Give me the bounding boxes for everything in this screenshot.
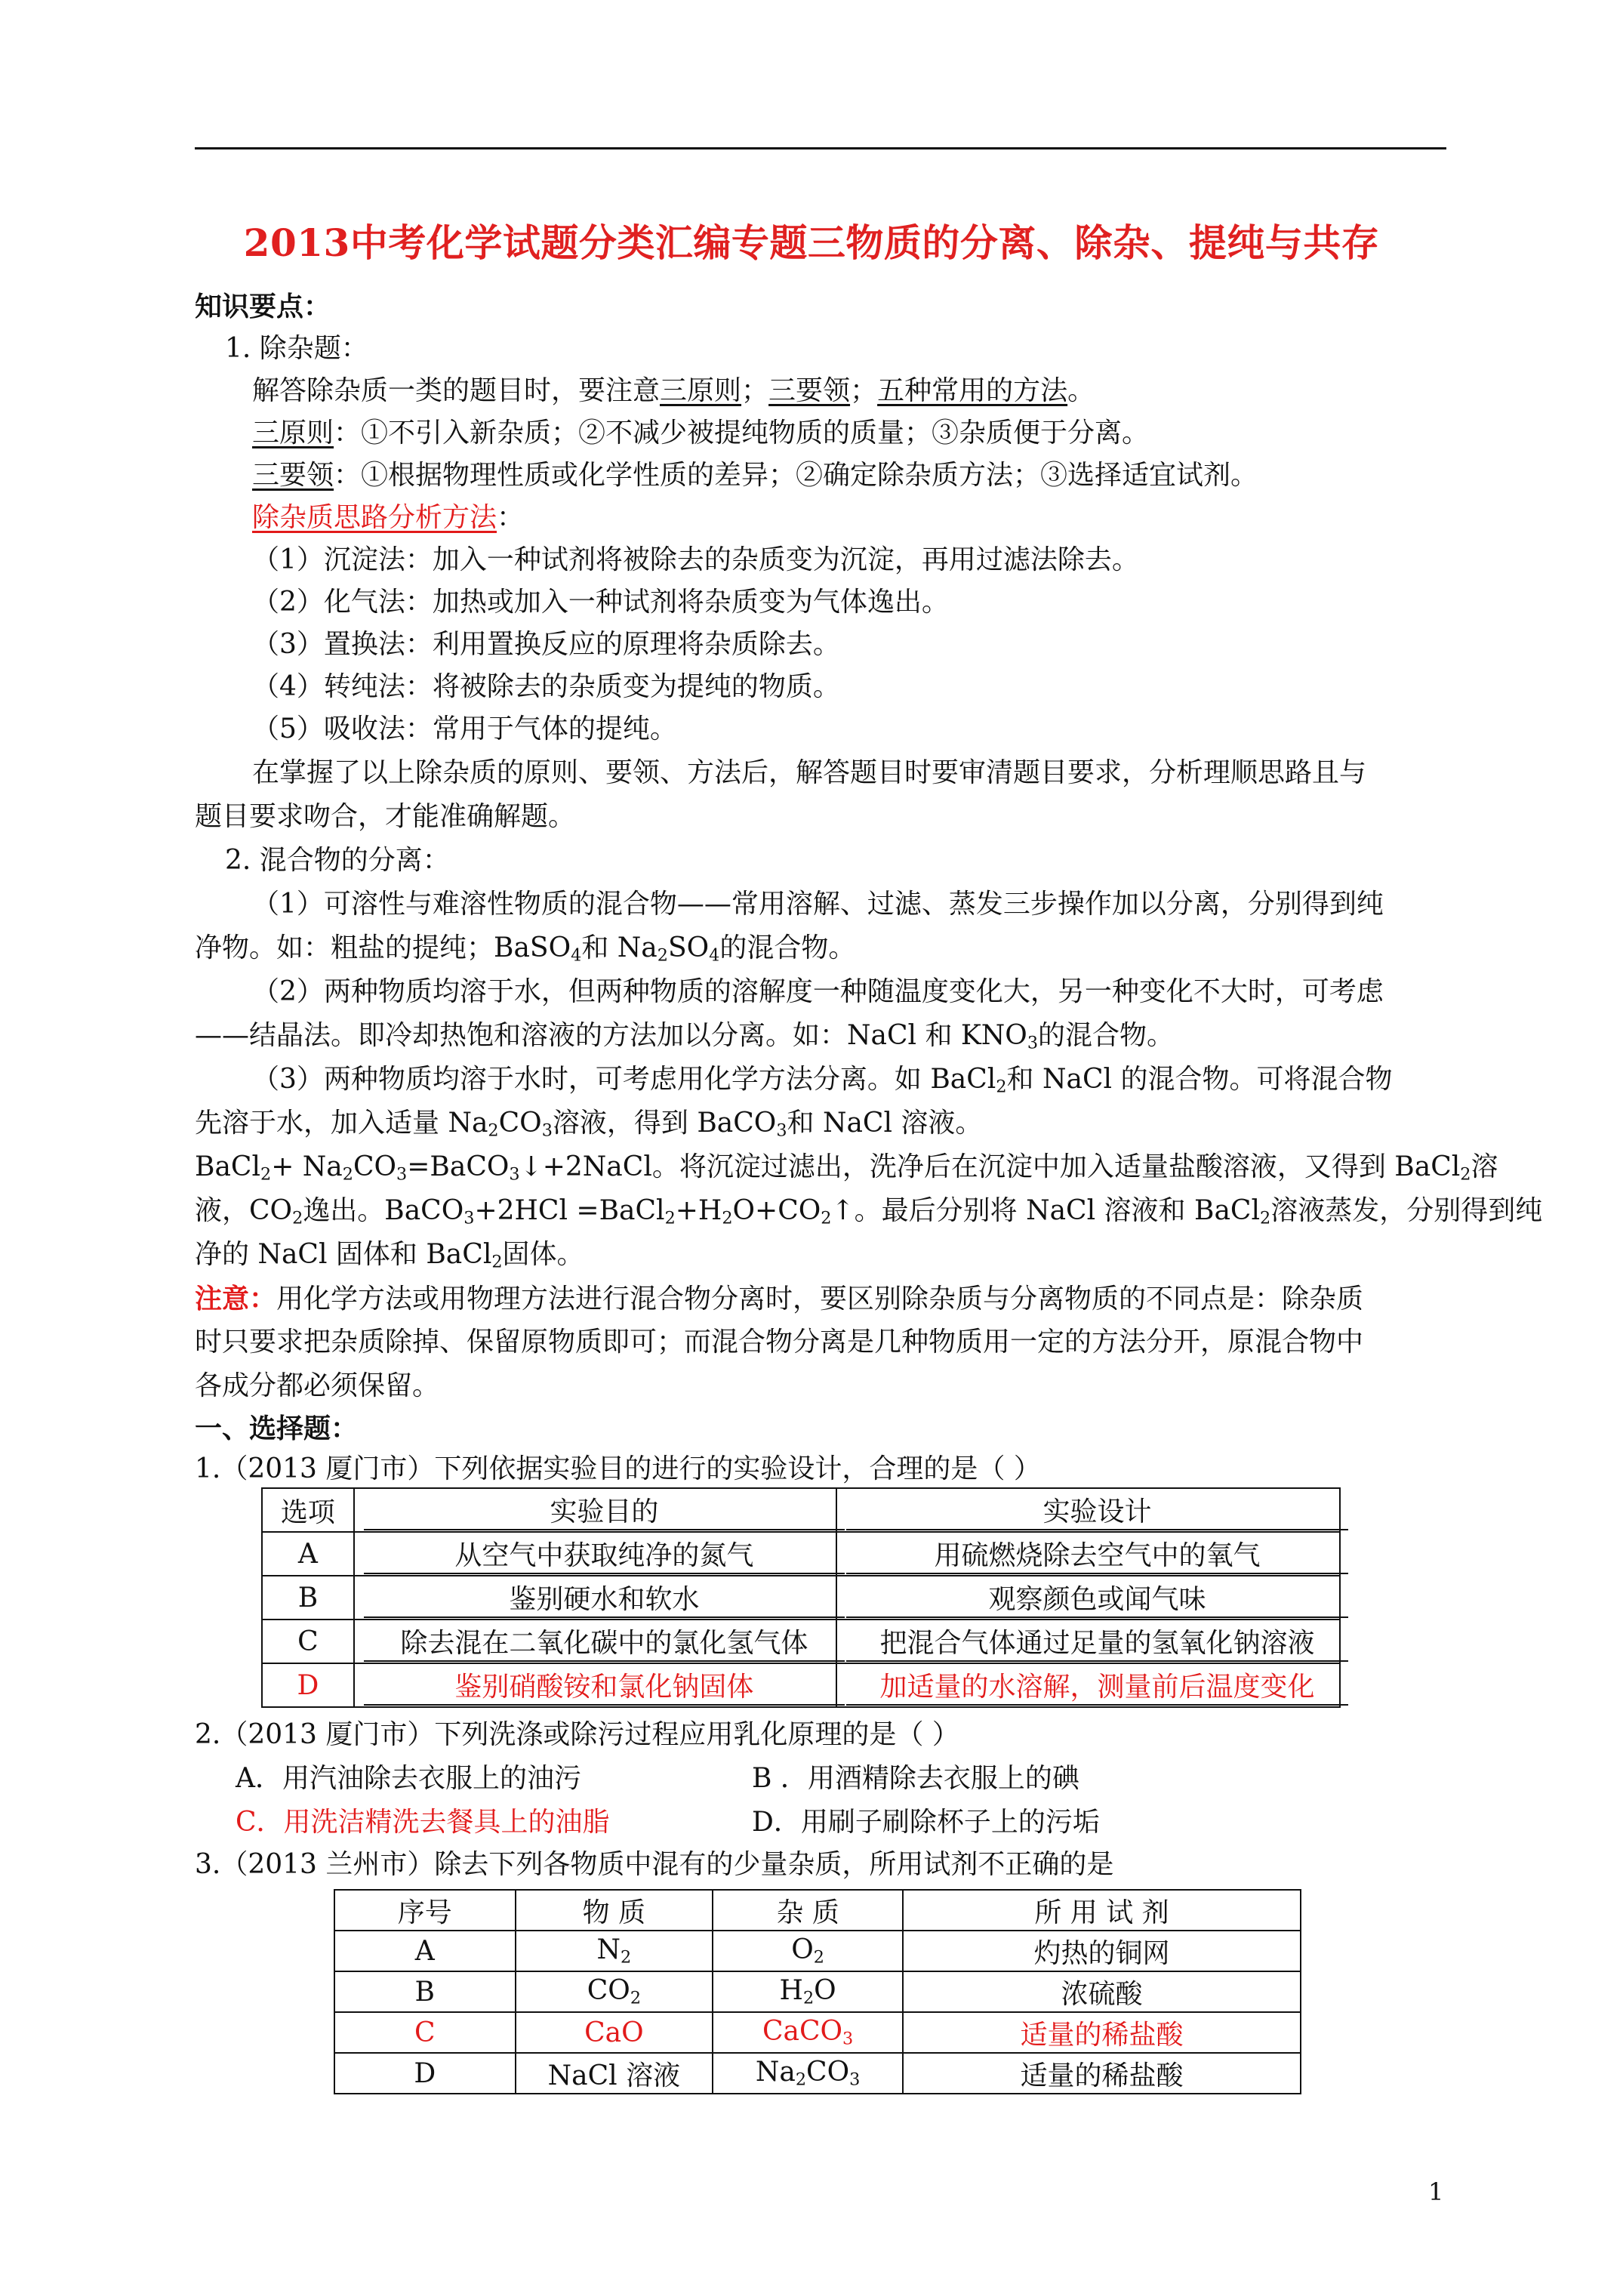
q2-option-b: B ．用酒精除去衣服上的碘	[752, 1763, 1079, 1794]
subscript: 2	[821, 1208, 832, 1228]
table-header-row	[262, 1488, 1340, 1532]
s2-a2-text: 净物。如：粗盐的提纯；BaSO	[195, 932, 571, 963]
s1-intro-text: 解答除杂质一类的题目时，要注意	[252, 375, 661, 406]
subscript: 4	[709, 945, 720, 966]
equation-text: ↑。最后分别将 NaCl 溶液和 BaCl	[831, 1195, 1260, 1226]
equation-text: 溶	[1471, 1151, 1498, 1182]
table-row-answer	[262, 1663, 1340, 1707]
table-cell: 适量的稀盐酸	[903, 2053, 1301, 2094]
formula-text: NaCl 溶液	[547, 2060, 681, 2091]
s2-b2-text: ——结晶法。即冷却热饱和溶液的方法加以分离。如：NaCl 和 KNO	[195, 1020, 1027, 1051]
method-heading-text: 除杂质思路分析方法	[252, 502, 497, 533]
header-rule	[195, 147, 1446, 149]
subscript: 2	[722, 1208, 733, 1228]
formula-text: Na	[755, 2057, 796, 2088]
formula-text: CO	[806, 2057, 850, 2088]
formula-text: N	[596, 1934, 621, 1966]
note-line-3: 各成分都必须保留。	[195, 1370, 440, 1401]
method-heading	[252, 501, 524, 535]
subscript: 2	[657, 945, 668, 966]
equation-text: CO	[353, 1151, 397, 1182]
subscript: 3	[541, 1120, 553, 1141]
cell-text: 把混合气体通过足量的氢氧化钠溶液	[846, 1622, 1348, 1662]
equation-text: +H	[675, 1195, 722, 1226]
table-header-cell: 杂 质	[713, 1890, 903, 1931]
section-choice-heading: 一、选择题：	[195, 1413, 359, 1444]
note-text: 用化学方法或用物理方法进行混合物分离时，要区别除杂质与分离物质的不同点是：除杂质	[276, 1284, 1364, 1314]
table-row	[262, 1532, 1340, 1576]
table-cell	[836, 1663, 1340, 1707]
s1-intro-rule1: 三原则	[660, 375, 742, 406]
table-cell: B	[262, 1576, 354, 1620]
table-cell: C	[334, 2012, 516, 2053]
cell-text: 除去混在二氧化碳中的氯化氢气体	[364, 1622, 845, 1662]
table-header-cell: 物 质	[516, 1890, 713, 1931]
summary-line-2: 题目要求吻合，才能准确解题。	[195, 801, 576, 832]
table-cell	[836, 1532, 1340, 1576]
s2-a2-text: 的混合物。	[719, 932, 856, 963]
table-header-cell: 所 用 试 剂	[903, 1890, 1301, 1931]
table-cell: D	[334, 2053, 516, 2094]
knowledge-heading: 知识要点：	[195, 291, 331, 322]
s2-heading: 2. 混合物的分离：	[225, 845, 450, 876]
subscript: 2	[621, 1947, 632, 1968]
essentials-text: ：①根据物理性质或化学性质的差异；②确定除杂质方法；③选择适宜试剂。	[334, 460, 1258, 491]
table-cell	[516, 1931, 713, 1971]
q1-stem: 1.（2013 厦门市）下列依据实验目的进行的实验设计，合理的是（ ）	[195, 1453, 1041, 1484]
subscript: 2	[664, 1208, 676, 1228]
table-cell: B	[334, 1971, 516, 2012]
formula-text: CaCO	[762, 2016, 843, 2048]
subscript: 2	[491, 1252, 503, 1272]
q2-option-a: A．用汽油除去衣服上的油污	[236, 1763, 581, 1794]
header-text: 实验目的	[364, 1490, 845, 1530]
formula-text: O	[791, 1934, 814, 1966]
s2-a2-text: SO	[667, 932, 710, 963]
table-cell	[713, 2053, 903, 2094]
table-cell	[713, 1931, 903, 1971]
header-text: 实验设计	[846, 1490, 1348, 1530]
formula-text: O	[814, 1975, 836, 2007]
q2-option-c: C．用洗洁精洗去餐具上的油脂	[236, 1807, 610, 1838]
formula-text: CaO	[584, 2017, 644, 2048]
table-cell	[354, 1663, 836, 1707]
table-cell	[836, 1576, 1340, 1620]
method-3: （3）置换法：利用置换反应的原理将杂质除去。	[252, 629, 840, 660]
subscript: 3	[1027, 1033, 1039, 1053]
s2-c2-text: 溶液，得到 BaCO	[552, 1108, 777, 1139]
note-line-2: 时只要求把杂质除掉、保留原物质即可；而混合物分离是几种物质用一定的方法分开，原混合物中	[195, 1327, 1364, 1358]
formula-text: H	[779, 1975, 803, 2007]
q2-option-d: D．用刷子刷除杯子上的污垢	[752, 1807, 1100, 1838]
s1-heading: 1. 除杂题：	[225, 333, 368, 364]
method-1: （1）沉淀法：加入一种试剂将被除去的杂质变为沉淀，再用过滤法除去。	[252, 544, 1139, 575]
cell-text: 观察颜色或闻气味	[846, 1578, 1348, 1618]
s1-intro-end: 。	[1067, 375, 1095, 406]
table-header-cell	[836, 1488, 1340, 1532]
subscript: 2	[802, 1988, 815, 2008]
equation-text: BaCl	[195, 1151, 260, 1182]
table-cell	[516, 2012, 713, 2053]
table-row	[334, 2053, 1301, 2094]
method-heading-colon: ：	[497, 502, 525, 533]
s2-b2-text: 的混合物。	[1038, 1020, 1175, 1051]
subscript: 3	[776, 1120, 787, 1141]
s2-c-line-1	[252, 1063, 1392, 1104]
s1-principles	[252, 417, 1149, 450]
s2-c2-text: 和 NaCl 溶液。	[787, 1108, 983, 1139]
s2-b-line-2	[195, 1019, 1174, 1060]
cell-text: 加适量的水溶解，测量前后温度变化	[846, 1666, 1348, 1706]
s2-c2-text: CO	[498, 1108, 542, 1139]
s2-a2-text: 和 Na	[581, 932, 658, 963]
method-5: （5）吸收法：常用于气体的提纯。	[252, 713, 677, 744]
table-cell: C	[262, 1620, 354, 1663]
s2-b-line-1: （2）两种物质均溶于水，但两种物质的溶解度一种随温度变化大，另一种变化不大时，可考虑	[252, 976, 1384, 1007]
s2-c-line-5	[195, 1238, 584, 1279]
page-number: 1	[1428, 2177, 1444, 2206]
table-cell: 灼热的铜网	[903, 1931, 1301, 1971]
subscript: 3	[463, 1208, 475, 1228]
essentials-label: 三要领	[252, 460, 334, 491]
table-cell	[713, 2012, 903, 2053]
s2-c1-text: （3）两种物质均溶于水时，可考虑用化学方法分离。如 BaCl	[252, 1064, 996, 1095]
q3-table	[334, 1889, 1301, 2094]
equation-text: 逸出。BaCO	[303, 1195, 464, 1226]
equation-text: ↓+2NaCl。将沉淀过滤出，洗净后在沉淀中加入适量盐酸溶液，又得到 BaCl	[519, 1151, 1461, 1182]
s1-intro-rule2: 三要领	[768, 375, 851, 406]
equation-text: + Na	[271, 1151, 343, 1182]
cell-text: 鉴别硬水和软水	[364, 1578, 845, 1618]
subscript: 2	[1259, 1208, 1271, 1228]
subscript: 2	[996, 1077, 1007, 1097]
table-cell	[354, 1576, 836, 1620]
s1-intro	[252, 374, 1095, 408]
s1-intro-sep1: ；	[741, 375, 769, 406]
table-header-cell: 选项	[262, 1488, 354, 1532]
table-row	[262, 1620, 1340, 1663]
table-cell: 浓硫酸	[903, 1971, 1301, 2012]
s2-c1-text: 和 NaCl 的混合物。可将混合物	[1006, 1064, 1393, 1095]
table-cell	[354, 1620, 836, 1663]
q1-table	[261, 1487, 1341, 1708]
table-cell: D	[262, 1663, 354, 1707]
equation-text: O+CO	[732, 1195, 821, 1226]
subscript: 3	[396, 1164, 408, 1185]
table-cell	[354, 1532, 836, 1576]
subscript: 2	[1460, 1164, 1471, 1185]
s2-a-line-2	[195, 932, 855, 972]
table-header-cell: 序号	[334, 1890, 516, 1931]
table-row	[334, 1971, 1301, 2012]
principles-text: ：①不引入新杂质；②不减少被提纯物质的质量；③杂质便于分离。	[334, 418, 1150, 448]
note-label: 注意：	[195, 1283, 277, 1314]
page-title: 2013中考化学试题分类汇编专题三物质的分离、除杂、提纯与共存	[243, 220, 1380, 265]
subscript: 2	[292, 1208, 303, 1228]
table-cell	[836, 1620, 1340, 1663]
subscript: 2	[342, 1164, 353, 1185]
equation-text: =BaCO	[407, 1151, 510, 1182]
equation-text: +2HCl =BaCl	[474, 1195, 665, 1226]
table-cell	[516, 1971, 713, 2012]
equation-text: 液，CO	[195, 1195, 293, 1226]
principles-label: 三原则	[252, 418, 334, 448]
subscript: 3	[842, 2029, 854, 2049]
table-cell	[713, 1971, 903, 2012]
table-cell	[516, 2053, 713, 2094]
subscript: 2	[630, 1988, 642, 2008]
summary-line-1: 在掌握了以上除杂质的原则、要领、方法后，解答题目时要审清题目要求，分析理顺思路且与	[252, 757, 1367, 788]
formula-text: CO	[587, 1975, 630, 2007]
note-line-1	[195, 1282, 1363, 1316]
table-header-cell	[354, 1488, 836, 1532]
table-row-answer	[334, 2012, 1301, 2053]
s2-c5-text: 固体。	[502, 1239, 584, 1270]
s2-c-line-4	[195, 1194, 1542, 1235]
q2-stem: 2.（2013 厦门市）下列洗涤或除污过程应用乳化原理的是（ ）	[195, 1719, 959, 1750]
cell-text: 从空气中获取纯净的氮气	[364, 1534, 845, 1574]
equation-text: 溶液蒸发，分别得到纯	[1270, 1195, 1543, 1226]
table-row	[334, 1931, 1301, 1971]
s2-a-line-1: （1）可溶性与难溶性物质的混合物——常用溶解、过滤、蒸发三步操作加以分离，分别得到纯	[252, 889, 1384, 920]
s2-c-line-3	[195, 1151, 1498, 1191]
cell-text: 用硫燃烧除去空气中的氧气	[846, 1534, 1348, 1574]
s1-intro-sep2: ；	[850, 375, 878, 406]
table-header-row	[334, 1890, 1301, 1931]
table-row	[262, 1576, 1340, 1620]
s2-c2-text: 先溶于水，加入适量 Na	[195, 1108, 488, 1139]
subscript: 4	[571, 945, 582, 966]
q3-stem: 3.（2013 兰州市）除去下列各物质中混有的少量杂质，所用试剂不正确的是	[195, 1849, 1114, 1880]
method-4: （4）转纯法：将被除去的杂质变为提纯的物质。	[252, 671, 840, 702]
subscript: 3	[849, 2069, 861, 2090]
s1-essentials	[252, 459, 1258, 492]
subscript: 2	[488, 1120, 499, 1141]
s2-c5-text: 净的 NaCl 固体和 BaCl	[195, 1239, 492, 1270]
subscript: 2	[813, 1947, 824, 1968]
table-cell: A	[262, 1532, 354, 1576]
subscript: 2	[795, 2069, 807, 2090]
s1-intro-rule3: 五种常用的方法	[877, 375, 1068, 406]
cell-text: 鉴别硝酸铵和氯化钠固体	[364, 1666, 845, 1706]
table-cell: A	[334, 1931, 516, 1971]
subscript: 3	[509, 1164, 520, 1185]
s2-c-line-2	[195, 1107, 982, 1148]
table-cell: 适量的稀盐酸	[903, 2012, 1301, 2053]
subscript: 2	[260, 1164, 272, 1185]
method-2: （2）化气法：加热或加入一种试剂将杂质变为气体逸出。	[252, 587, 949, 618]
